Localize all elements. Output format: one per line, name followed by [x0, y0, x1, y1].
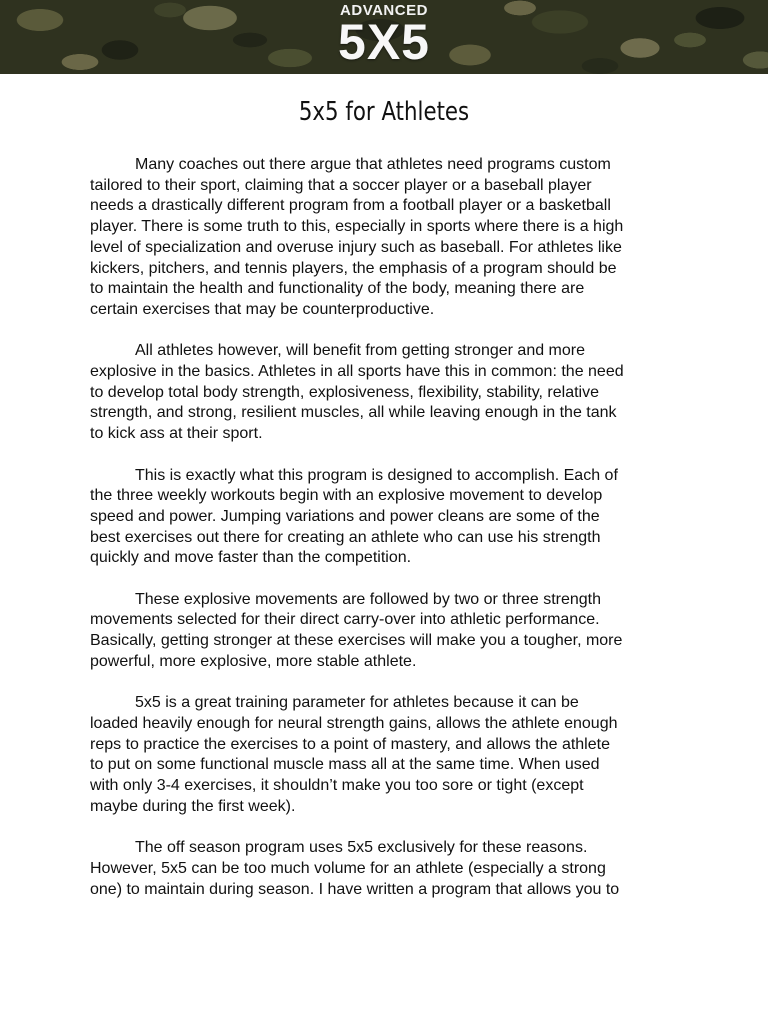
page-title: 5x5 for Athletes — [298, 97, 470, 127]
paragraph-line: strength, and strong, resilient muscles, all while leaving enough in the tank — [90, 404, 617, 422]
paragraph-line: one) to maintain during season. I have written a program that allows you to — [90, 880, 620, 898]
paragraph-3 — [90, 466, 680, 570]
logo-top-text: ADVANCED — [340, 2, 428, 19]
paragraph-line: These explosive movements are followed by two or three strength — [135, 590, 602, 608]
advanced-5x5-logo — [284, 0, 484, 74]
paragraph-line: kickers, pitchers, and tennis players, the emphasis of a program should be — [90, 259, 617, 277]
header-banner — [0, 0, 768, 74]
paragraph-line: This is exactly what this program is designed to accomplish. Each of — [135, 466, 618, 484]
paragraph-line: loaded heavily enough for neural strength gains, allows the athlete enough — [90, 714, 618, 732]
paragraph-line: to maintain the health and functionality of the body, meaning there are — [90, 280, 585, 298]
paragraph-line: maybe during the first week). — [90, 797, 296, 815]
paragraph-line: All athletes however, will benefit from getting stronger and more — [135, 342, 586, 360]
paragraph-line: powerful, more explosive, more stable athlete. — [90, 652, 417, 670]
paragraph-line: speed and power. Jumping variations and power cleans are some of the — [90, 507, 600, 525]
paragraph-line: explosive in the basics. Athletes in all sports have this in common: the need — [90, 363, 624, 381]
paragraph-line: tailored to their sport, claiming that a soccer player or a baseball player — [90, 176, 592, 194]
paragraph-line: player. There is some truth to this, especially in sports where there is a high — [90, 218, 624, 236]
paragraph-line: 5x5 is a great training parameter for athletes because it can be — [135, 694, 579, 712]
paragraph-6 — [90, 838, 680, 900]
paragraph-line: needs a drastically different program from a football player or a basketball — [90, 197, 611, 215]
logo-main-text: 5X5 — [338, 14, 430, 70]
paragraph-line: reps to practice the exercises to a point of mastery, and allows the athlete — [90, 735, 610, 753]
paragraph-line: level of specialization and overuse injury such as baseball. For athletes like — [90, 238, 622, 256]
paragraph-line: certain exercises that may be counterproductive. — [90, 300, 435, 318]
paragraph-line: The off season program uses 5x5 exclusively for these reasons. — [135, 839, 588, 857]
paragraph-line: quickly and move faster than the competition. — [90, 549, 412, 567]
paragraph-2 — [90, 341, 680, 445]
paragraph-line: movements selected for their direct carry-over into athletic performance. — [90, 611, 600, 629]
paragraph-line: to develop total body strength, explosiveness, flexibility, stability, relative — [90, 383, 599, 401]
paragraph-line: best exercises out there for creating an athlete who can use his strength — [90, 528, 601, 546]
paragraph-4 — [90, 590, 680, 673]
paragraph-1 — [90, 155, 680, 321]
paragraph-line: to kick ass at their sport. — [90, 425, 263, 443]
paragraph-line: with only 3-4 exercises, it shouldn’t make you too sore or tight (except — [90, 777, 584, 795]
paragraph-line: to put on some functional muscle mass all at the same time. When used — [90, 756, 600, 774]
body-text — [90, 155, 680, 921]
paragraph-5 — [90, 693, 680, 817]
paragraph-line: Many coaches out there argue that athletes need programs custom — [135, 156, 611, 173]
paragraph-line: Basically, getting stronger at these exercises will make you a tougher, more — [90, 632, 623, 650]
paragraph-line: However, 5x5 can be too much volume for an athlete (especially a strong — [90, 859, 606, 877]
paragraph-line: the three weekly workouts begin with an explosive movement to develop — [90, 487, 603, 505]
